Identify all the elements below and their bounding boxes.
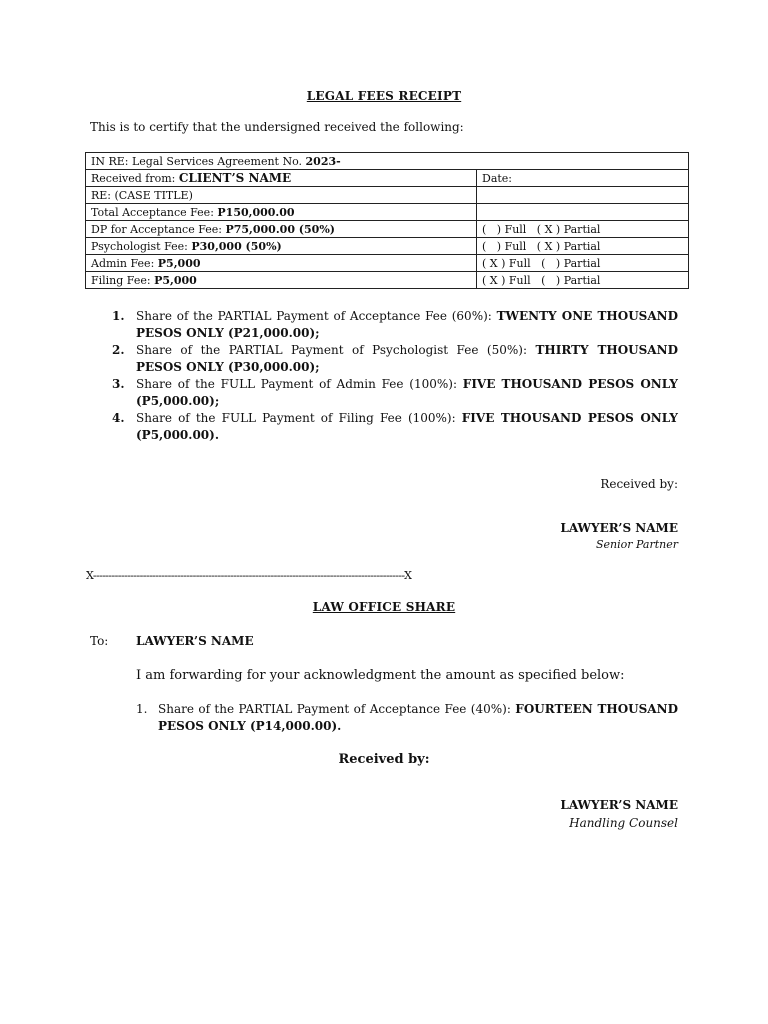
filing-fee-cell [86, 272, 477, 289]
admin-fee-cell [86, 255, 477, 272]
payment-status: ( ) Full ( X ) Partial [477, 238, 689, 255]
handling-counsel-name: LAWYER’S NAME [560, 798, 678, 812]
table-row [86, 187, 689, 204]
list-item [110, 308, 678, 342]
table-row [86, 170, 689, 187]
senior-partner-name: LAWYER’S NAME [560, 521, 678, 535]
item-number: 2. [112, 343, 125, 357]
agreement-cell [86, 153, 689, 170]
shares-list [110, 308, 678, 444]
dp-fee-value: P75,000.00 (50%) [225, 222, 335, 236]
to-label: To: [90, 634, 109, 648]
list-item [110, 410, 678, 444]
fees-table [85, 152, 689, 289]
dp-fee-label: DP for Acceptance Fee: [91, 222, 226, 236]
total-fee-value: P150,000.00 [217, 205, 295, 219]
table-row [86, 238, 689, 255]
item-number: 3. [112, 377, 125, 391]
client-cell [86, 170, 477, 187]
payment-status: ( X ) Full ( ) Partial [477, 272, 689, 289]
item-amount: FOURTEEN THOUSAND PESOS ONLY (P14,000.00). [158, 702, 678, 733]
client-name: CLIENT’S NAME [178, 170, 292, 185]
to-recipient: LAWYER’S NAME [136, 634, 254, 648]
table-row [86, 255, 689, 272]
item-text: Share of the FULL Payment of Filing Fee (100%): [136, 411, 462, 425]
item-number: 4. [112, 411, 125, 425]
dp-fee-cell [86, 221, 477, 238]
filing-fee-value: P5,000 [154, 273, 197, 287]
item-text: Share of the PARTIAL Payment of Acceptance Fee (60%): [136, 309, 497, 323]
client-label: Received from: [91, 171, 179, 185]
table-row [86, 221, 689, 238]
total-fee-label: Total Acceptance Fee: [91, 205, 218, 219]
payment-status: ( ) Full ( X ) Partial [477, 221, 689, 238]
item-amount: THIRTY THOUSAND PESOS ONLY (P30,000.00); [136, 343, 678, 374]
forward-text: I am forwarding for your acknowledgment the amount as specified below: [136, 668, 625, 683]
agreement-number: 2023- [305, 154, 341, 168]
table-row [86, 272, 689, 289]
handling-counsel-role: Handling Counsel [569, 816, 678, 830]
agreement-label: IN RE: Legal Services Agreement No. [91, 154, 306, 168]
law-office-title: LAW OFFICE SHARE [312, 600, 456, 614]
item-text: Share of the PARTIAL Payment of Acceptance Fee (40%): [158, 702, 516, 716]
payment-status: ( X ) Full ( ) Partial [477, 255, 689, 272]
item-text: Share of the FULL Payment of Admin Fee (100%): [136, 377, 463, 391]
table-row [86, 204, 689, 221]
item-amount: FIVE THOUSAND PESOS ONLY (P5,000.00). [136, 411, 678, 442]
case-title-cell: RE: (CASE TITLE) [86, 187, 477, 204]
list-item [136, 701, 678, 735]
psych-fee-label: Psychologist Fee: [91, 239, 192, 253]
psych-fee-value: P30,000 (50%) [191, 239, 282, 253]
admin-fee-value: P5,000 [157, 256, 201, 270]
empty-cell [477, 204, 689, 221]
list-item [110, 342, 678, 376]
table-row [86, 153, 689, 170]
cut-line: X----------------------------------------------------------------------------------------------------X [86, 569, 412, 582]
psych-fee-cell [86, 238, 477, 255]
intro-text: This is to certify that the undersigned received the following: [90, 120, 464, 134]
empty-cell [477, 187, 689, 204]
list-item [110, 376, 678, 410]
admin-fee-label: Admin Fee: [91, 256, 158, 270]
received-by-label: Received by: [600, 477, 678, 491]
item-amount: FIVE THOUSAND PESOS ONLY (P5,000.00); [136, 377, 678, 408]
item-number: 1. [112, 309, 125, 323]
date-cell: Date: [477, 170, 689, 187]
receipt-title: LEGAL FEES RECEIPT [306, 89, 462, 103]
filing-fee-label: Filing Fee: [91, 273, 155, 287]
to-row [90, 634, 254, 648]
item-text: Share of the PARTIAL Payment of Psychologist Fee (50%): [136, 343, 536, 357]
item-amount: TWENTY ONE THOUSAND PESOS ONLY (P21,000.00); [136, 309, 679, 340]
law-office-received-by: Received by: [338, 752, 430, 767]
senior-partner-role: Senior Partner [595, 538, 678, 551]
item-number: 1. [136, 702, 148, 716]
total-fee-cell [86, 204, 477, 221]
